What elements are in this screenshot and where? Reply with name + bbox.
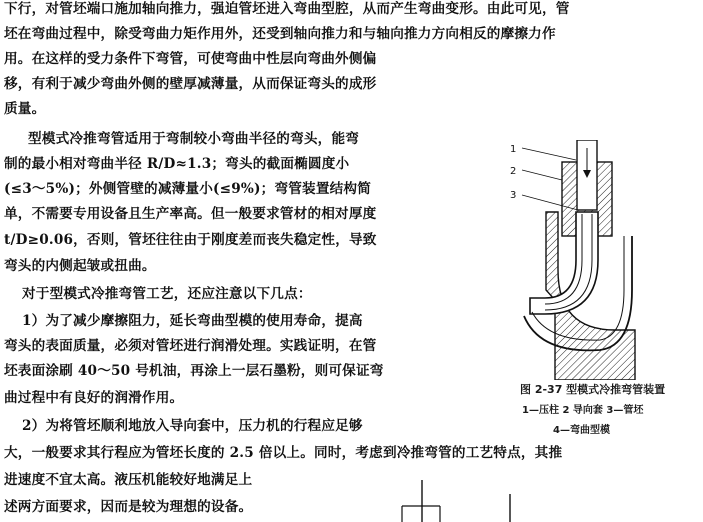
text-line: 曲过程中有良好的润滑作用。 — [4, 390, 184, 406]
text-line: 型模式冷推弯管适用于弯制较小弯曲半径的弯头，能弯 — [28, 131, 360, 147]
text-line: 坯在弯曲过程中，除受弯曲力矩作用外，还受到轴向推力和与轴向推力方向相反的摩擦力作 — [4, 26, 556, 42]
next-figure-partial — [380, 472, 530, 522]
text-line: 对于型模式冷推弯管工艺，还应注意以下几点： — [22, 286, 312, 302]
text-line: 大，一般要求其行程应为管坯长度的 2.5 倍以上。同时，考虑到冷推弯管的工艺特点，其推 — [4, 445, 563, 461]
text-line: 进速度不宜太高。液压机能较好地满足上 — [4, 472, 253, 488]
text-line: 坯表面涂刷 40～50 号机油，再涂上一层石墨粉，则可保证弯 — [4, 363, 384, 379]
figure-legend: 4—弯曲型模 — [553, 425, 610, 436]
text-line: t/D≥0.06，否则，管坯往往由于刚度差而丧失稳定性，导致 — [4, 232, 377, 248]
text-line: 下行，对管坯端口施加轴向推力，强迫管坯进入弯曲型腔，从而产生弯曲变形。由此可见，管 — [4, 1, 570, 17]
text-line: 1）为了减少摩擦阻力，延长弯曲型模的使用寿命，提高 — [22, 313, 363, 329]
figure-label: 2 — [510, 166, 517, 177]
text-line: 质量。 — [4, 101, 46, 117]
text-line: 弯头的内侧起皱或扭曲。 — [4, 258, 156, 274]
bending-device-figure — [500, 140, 690, 380]
figure-caption: 图 2-37 型模式冷推弯管装置 — [520, 383, 666, 396]
text-line: 2）为将管坯顺利地放入导向套中，压力机的行程应足够 — [22, 418, 363, 434]
figure-legend: 1—压柱 2 导向套 3—管坯 — [522, 405, 644, 416]
text-line: (≤3～5%)；外侧管壁的减薄量小(≤9%)；弯管装置结构简 — [4, 181, 371, 197]
text-line: 制的最小相对弯曲半径 R/D≈1.3；弯头的截面椭圆度小 — [4, 156, 350, 172]
text-line: 述两方面要求，因而是较为理想的设备。 — [4, 499, 253, 515]
figure-label: 1 — [510, 144, 517, 155]
text-line: 单，不需要专用设备且生产率高。但一般要求管材的相对厚度 — [4, 206, 377, 222]
text-line: 弯头的表面质量，必须对管坯进行润滑处理。实践证明，在管 — [4, 338, 377, 354]
text-line: 移，有利于减少弯曲外侧的壁厚减薄量，从而保证弯头的成形 — [4, 76, 377, 92]
figure-label: 3 — [510, 190, 517, 201]
text-line: 用。在这样的受力条件下弯管，可使弯曲中性层向弯曲外侧偏 — [4, 51, 377, 67]
